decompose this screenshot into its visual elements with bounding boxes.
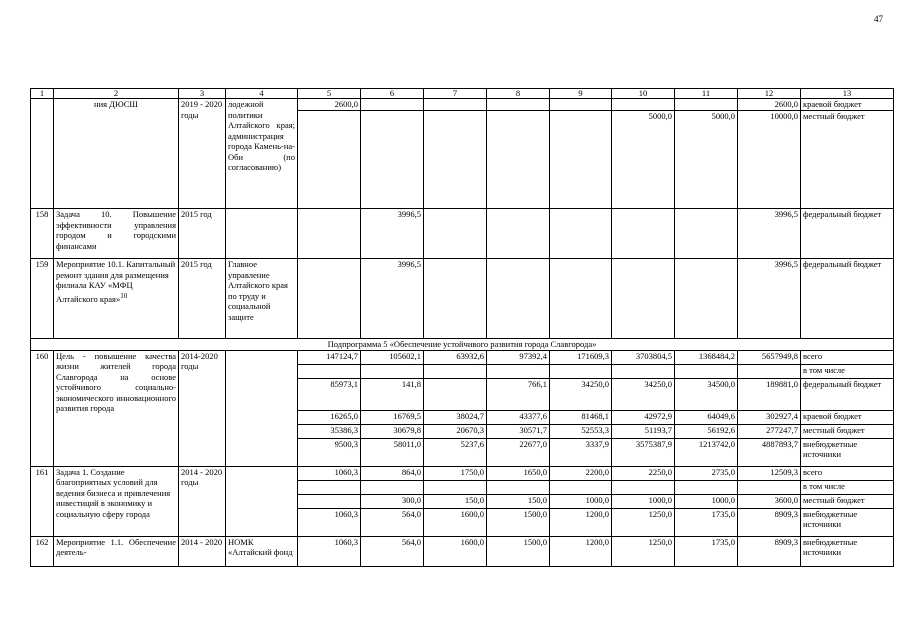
value-cell: 2250,0 bbox=[612, 466, 675, 480]
value-cell: 20670,3 bbox=[424, 424, 487, 438]
value-cell: 63932,6 bbox=[424, 350, 487, 364]
value-cell: 1600,0 bbox=[424, 536, 487, 566]
value-cell: 3600,0 bbox=[738, 494, 801, 508]
source-cell: федеральный бюджет bbox=[801, 378, 894, 410]
value-cell: 16769,5 bbox=[361, 410, 424, 424]
source-cell: в том числе bbox=[801, 480, 894, 494]
header-cell: 11 bbox=[675, 89, 738, 99]
header-cell: 13 bbox=[801, 89, 894, 99]
period: 2014 - 2020 bbox=[179, 536, 226, 566]
value-cell: 34250,0 bbox=[550, 378, 612, 410]
value-cell: 3996,5 bbox=[361, 209, 424, 259]
value-cell: 105602,1 bbox=[361, 350, 424, 364]
table-row bbox=[31, 350, 894, 364]
value-cell: 171609,3 bbox=[550, 350, 612, 364]
header-cell: 1 bbox=[31, 89, 54, 99]
value-cell: 52553,3 bbox=[550, 424, 612, 438]
value-cell: 4887893,7 bbox=[738, 438, 801, 466]
value-cell: 1000,0 bbox=[612, 494, 675, 508]
value-cell: 56192,6 bbox=[675, 424, 738, 438]
value-cell: 2600,0 bbox=[298, 99, 361, 111]
source-cell: краевой бюджет bbox=[801, 410, 894, 424]
value-cell: 3575387,9 bbox=[612, 438, 675, 466]
row-number: 158 bbox=[31, 209, 54, 259]
value-cell: 564,0 bbox=[361, 508, 424, 536]
value-cell: 1250,0 bbox=[612, 536, 675, 566]
value-cell: 58011,0 bbox=[361, 438, 424, 466]
value-cell: 864,0 bbox=[361, 466, 424, 480]
measure-name: ния ДЮСШ bbox=[54, 99, 179, 209]
value-cell: 34500,0 bbox=[675, 378, 738, 410]
value-cell: 1250,0 bbox=[612, 508, 675, 536]
value-cell: 16265,0 bbox=[298, 410, 361, 424]
measure-name: Цель - повышение качества жизни жителей города Славгорода на основе устойчивого социально-экономического инновационного развития города bbox=[54, 350, 179, 466]
value-cell: 1750,0 bbox=[424, 466, 487, 480]
value-cell: 1000,0 bbox=[550, 494, 612, 508]
executor: Главное управление Алтайского края по труду и социальной защите bbox=[226, 259, 298, 339]
value-cell: 147124,7 bbox=[298, 350, 361, 364]
header-cell: 9 bbox=[550, 89, 612, 99]
value-cell: 97392,4 bbox=[487, 350, 550, 364]
measure-name: Задача 10. Повышение эффективности управления городом и городскими финансами bbox=[54, 209, 179, 259]
source-cell: внебюджетные источники bbox=[801, 508, 894, 536]
value-cell: 150,0 bbox=[487, 494, 550, 508]
value-cell: 189881,0 bbox=[738, 378, 801, 410]
table-row bbox=[31, 536, 894, 566]
value-cell: 2735,0 bbox=[675, 466, 738, 480]
row-number: 162 bbox=[31, 536, 54, 566]
value-cell: 5657949,8 bbox=[738, 350, 801, 364]
period: 2014-2020 годы bbox=[179, 350, 226, 466]
period: 2015 год bbox=[179, 209, 226, 259]
table-row bbox=[31, 259, 894, 339]
value-cell: 2200,0 bbox=[550, 466, 612, 480]
period: 2019 - 2020 годы bbox=[179, 99, 226, 209]
subprogram-title: Подпрограмма 5 «Обеспечение устойчивого развития города Славгорода» bbox=[31, 339, 894, 351]
table-row bbox=[31, 466, 894, 480]
value-cell: 64049,6 bbox=[675, 410, 738, 424]
value-cell: 10000,0 bbox=[738, 111, 801, 209]
value-cell: 5000,0 bbox=[675, 111, 738, 209]
value-cell: 1735,0 bbox=[675, 508, 738, 536]
value-cell: 277247,7 bbox=[738, 424, 801, 438]
source-cell: внебюджетные источники bbox=[801, 536, 894, 566]
executor: лодежной политики Алтайского края; администрация города Камень-на-Оби (по согласованию) bbox=[226, 99, 298, 209]
header-cell: 12 bbox=[738, 89, 801, 99]
value-cell: 1500,0 bbox=[487, 508, 550, 536]
value-cell: 564,0 bbox=[361, 536, 424, 566]
page-number: 47 bbox=[874, 14, 883, 24]
row-number: 161 bbox=[31, 466, 54, 536]
value-cell: 1213742,0 bbox=[675, 438, 738, 466]
measure-name: Задача 1. Создание благоприятных условий для ведения бизнеса и привлечения инвестиций в экономику и социальную сферу города bbox=[54, 466, 179, 536]
value-cell: 30571,7 bbox=[487, 424, 550, 438]
value-cell: 81468,1 bbox=[550, 410, 612, 424]
row-number: 160 bbox=[31, 350, 54, 466]
value-cell: 9500,3 bbox=[298, 438, 361, 466]
value-cell: 1200,0 bbox=[550, 508, 612, 536]
value-cell: 1200,0 bbox=[550, 536, 612, 566]
period: 2014 - 2020 годы bbox=[179, 466, 226, 536]
source-cell: краевой бюджет bbox=[801, 99, 894, 111]
source-cell: федеральный бюджет bbox=[801, 259, 894, 339]
header-cell: 4 bbox=[226, 89, 298, 99]
period: 2015 год bbox=[179, 259, 226, 339]
value-cell: 302927,4 bbox=[738, 410, 801, 424]
source-cell: всего bbox=[801, 466, 894, 480]
source-cell: местный бюджет bbox=[801, 424, 894, 438]
footnote-ref: 10 bbox=[120, 291, 128, 300]
value-cell: 8909,3 bbox=[738, 536, 801, 566]
value-cell: 766,1 bbox=[487, 378, 550, 410]
value-cell: 1735,0 bbox=[675, 536, 738, 566]
row-number: 159 bbox=[31, 259, 54, 339]
value-cell: 1060,3 bbox=[298, 466, 361, 480]
value-cell: 2600,0 bbox=[738, 99, 801, 111]
value-cell: 51193,7 bbox=[612, 424, 675, 438]
value-cell: 43377,6 bbox=[487, 410, 550, 424]
source-cell: в том числе bbox=[801, 364, 894, 378]
source-cell: всего bbox=[801, 350, 894, 364]
value-cell: 1000,0 bbox=[675, 494, 738, 508]
source-cell: внебюджетные источники bbox=[801, 438, 894, 466]
subprogram-row bbox=[31, 339, 894, 351]
header-cell: 8 bbox=[487, 89, 550, 99]
value-cell: 3996,5 bbox=[361, 259, 424, 339]
value-cell: 1368484,2 bbox=[675, 350, 738, 364]
value-cell: 42972,9 bbox=[612, 410, 675, 424]
source-cell: федеральный бюджет bbox=[801, 209, 894, 259]
value-cell: 5000,0 bbox=[612, 111, 675, 209]
value-cell: 3337,9 bbox=[550, 438, 612, 466]
value-cell: 3703804,5 bbox=[612, 350, 675, 364]
table-row bbox=[31, 209, 894, 259]
header-row bbox=[31, 89, 894, 99]
value-cell: 34250,0 bbox=[612, 378, 675, 410]
value-cell: 22677,0 bbox=[487, 438, 550, 466]
value-cell: 38024,7 bbox=[424, 410, 487, 424]
value-cell: 12509,3 bbox=[738, 466, 801, 480]
header-cell: 10 bbox=[612, 89, 675, 99]
value-cell: 1060,3 bbox=[298, 508, 361, 536]
measure-name: Мероприятие 1.1. Обеспечение деятель- bbox=[54, 536, 179, 566]
value-cell: 141,8 bbox=[361, 378, 424, 410]
value-cell: 30679,8 bbox=[361, 424, 424, 438]
value-cell: 150,0 bbox=[424, 494, 487, 508]
program-table bbox=[30, 88, 894, 567]
header-cell: 2 bbox=[54, 89, 179, 99]
value-cell: 1500,0 bbox=[487, 536, 550, 566]
value-cell: 1600,0 bbox=[424, 508, 487, 536]
source-cell: местный бюджет bbox=[801, 111, 894, 209]
value-cell: 3996,5 bbox=[738, 209, 801, 259]
value-cell: 85973,1 bbox=[298, 378, 361, 410]
executor: НОМК «Алтайский фонд bbox=[226, 536, 298, 566]
value-cell: 300,0 bbox=[361, 494, 424, 508]
row-number bbox=[31, 99, 54, 209]
value-cell: 8909,3 bbox=[738, 508, 801, 536]
header-cell: 6 bbox=[361, 89, 424, 99]
value-cell: 35386,3 bbox=[298, 424, 361, 438]
header-cell: 5 bbox=[298, 89, 361, 99]
header-cell: 3 bbox=[179, 89, 226, 99]
value-cell: 1060,3 bbox=[298, 536, 361, 566]
value-cell: 5237,6 bbox=[424, 438, 487, 466]
table-row bbox=[31, 99, 894, 111]
measure-name: Мероприятие 10.1. Капитальный ремонт здания для размещения филиала КАУ «МФЦ Алтайского края»$^{10}$ bbox=[54, 259, 179, 339]
source-cell: местный бюджет bbox=[801, 494, 894, 508]
value-cell: 3996,5 bbox=[738, 259, 801, 339]
header-cell: 7 bbox=[424, 89, 487, 99]
value-cell: 1650,0 bbox=[487, 466, 550, 480]
